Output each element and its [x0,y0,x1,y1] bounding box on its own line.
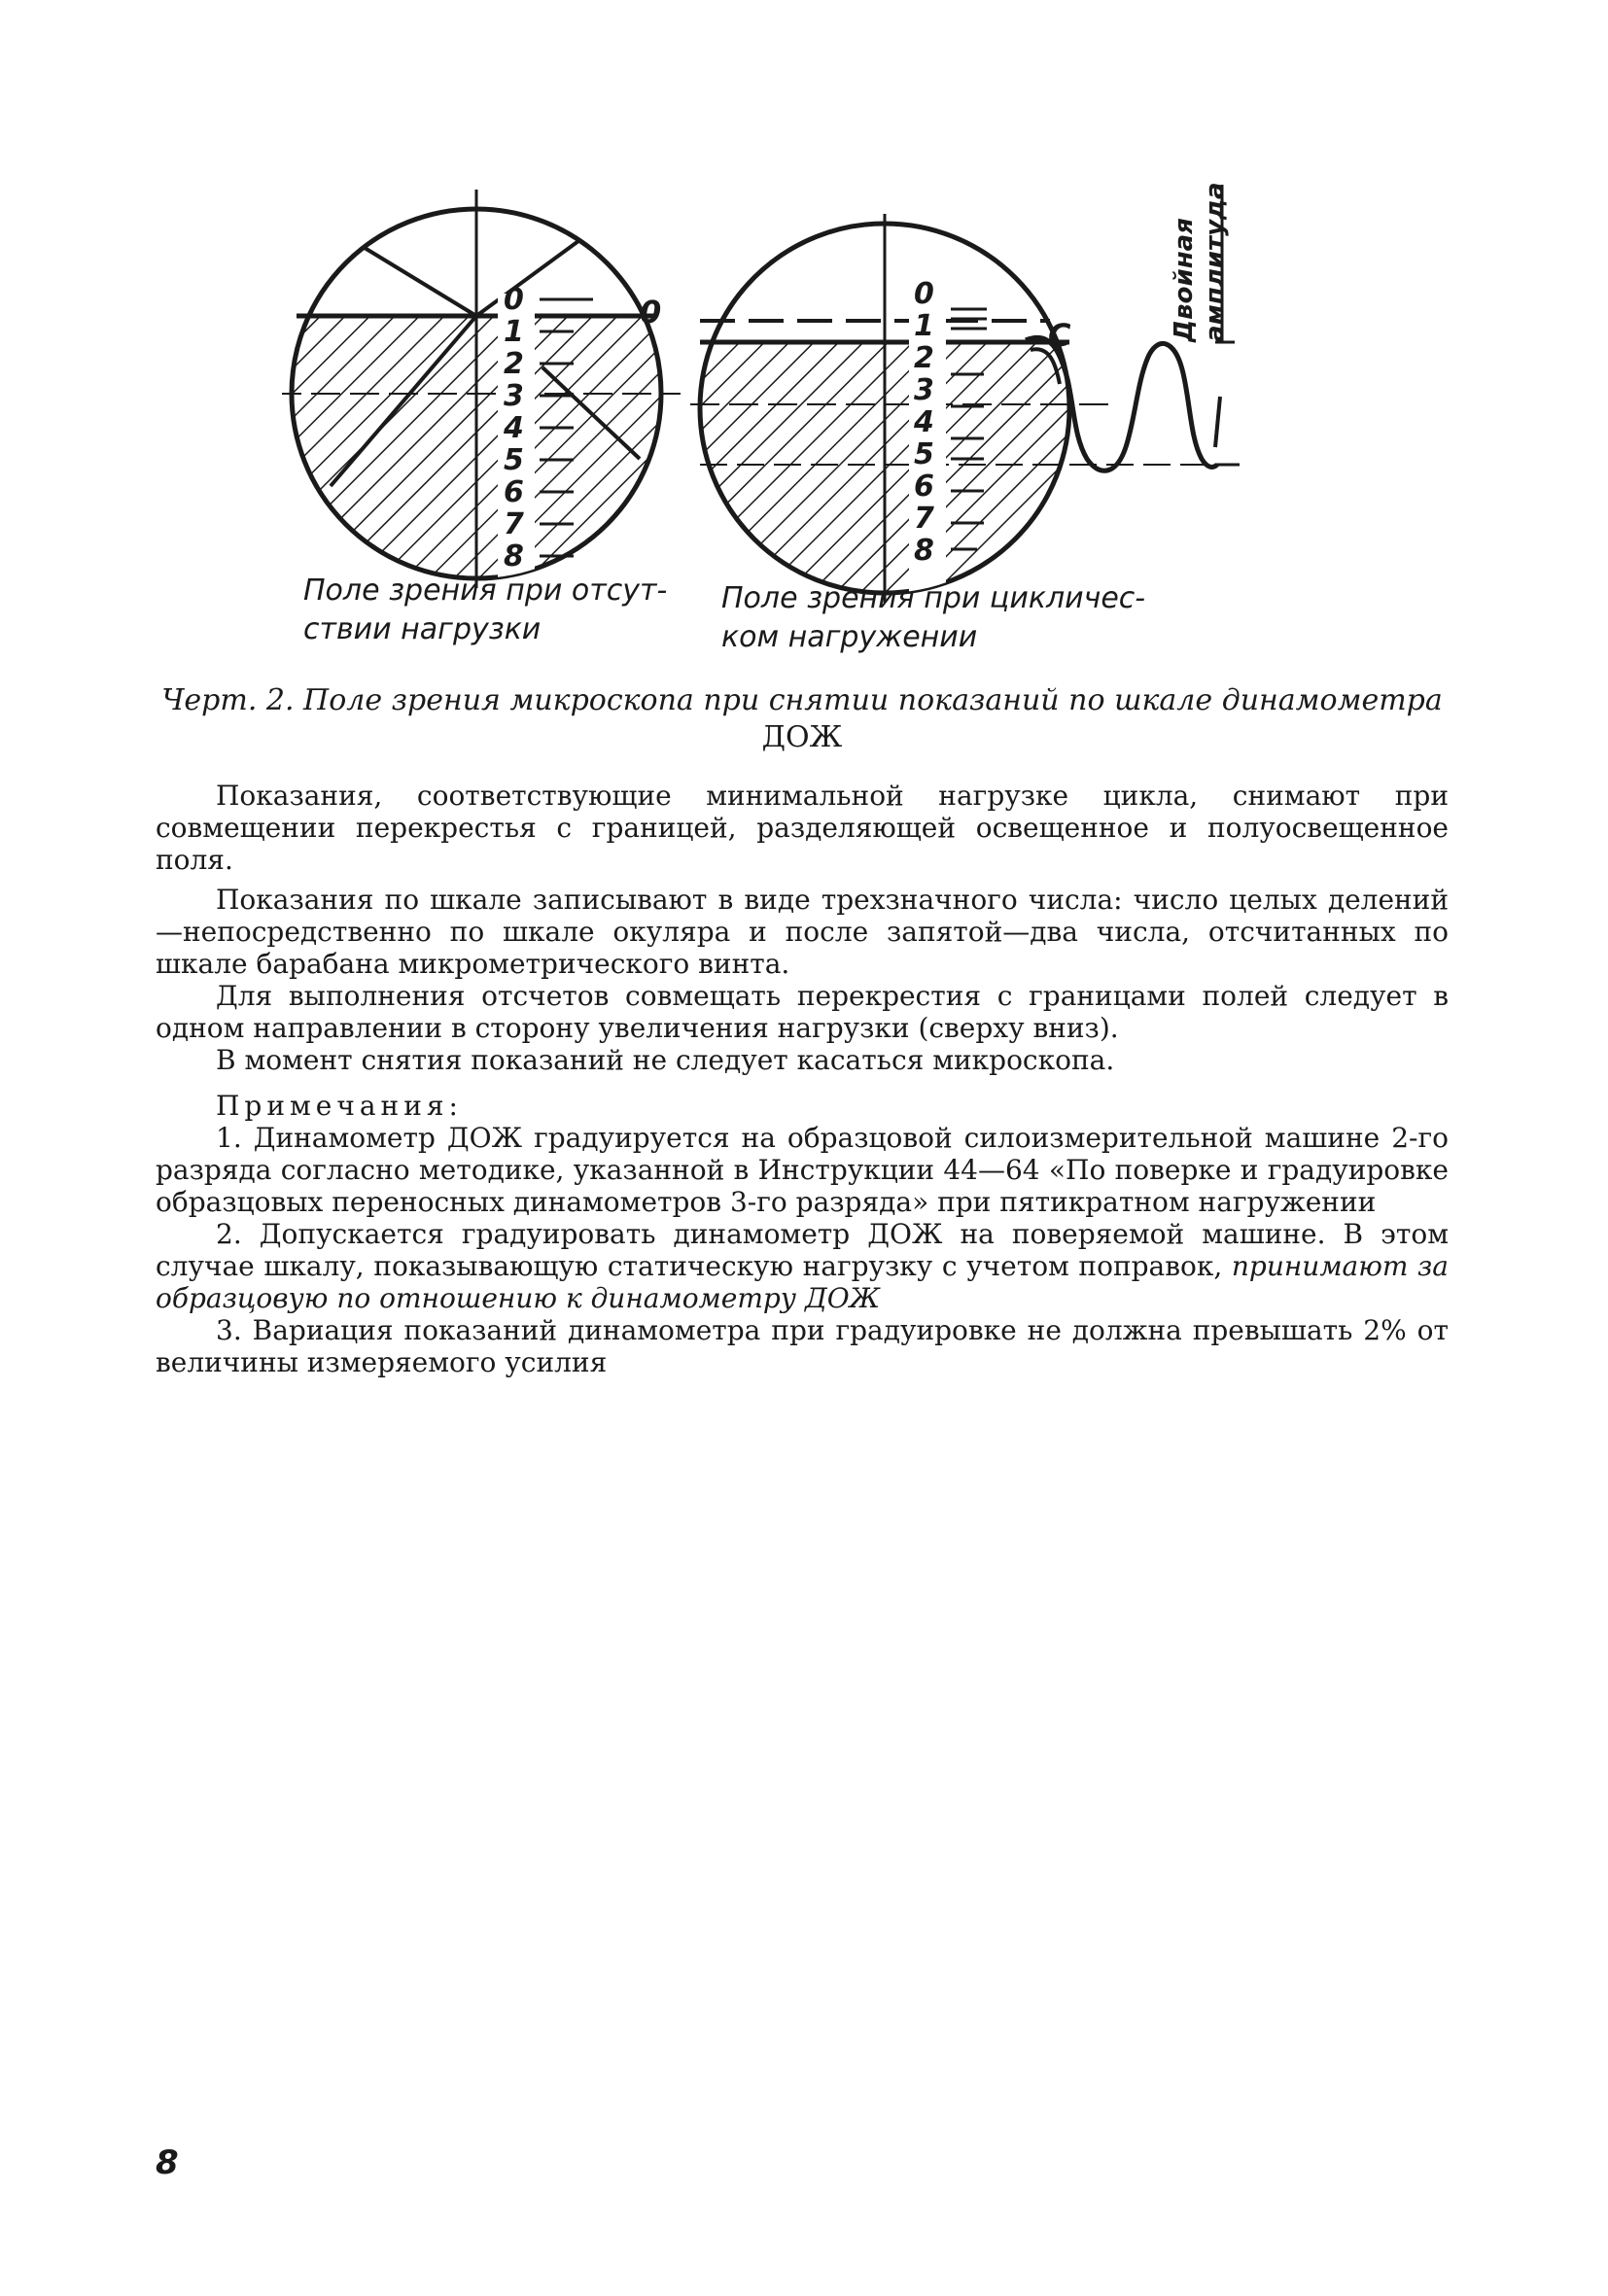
right-boundary-label: С [1048,317,1071,354]
scale-mark-4: 4 [504,411,524,445]
double-amplitude-label-2: амплитуда [1201,182,1230,342]
scale-mark-5: 5 [504,443,524,477]
paragraph: В момент снятия показаний не следует касаться микроскопа. [216,1044,1115,1076]
scale-mark-8: 8 [504,539,524,574]
left-caption-line: Поле зрения при отсут- [303,574,668,608]
note-item: 1. Динамометр ДОЖ градуируется на образцовой силоизмерительной машине 2-го разряда согласно методике, указанной в Инструкции 44—64 «По поверке и градуировке образцовых переносных динамометров 3-го разряда» при пятикратном нагружении [156,1122,1449,1218]
note-item [156,1218,1449,1314]
scale-mark-1: 1 [504,315,524,349]
note-item: 3. Вариация показаний динамометра при градуировке не должна превышать 2% от величины измеряемого усилия [156,1314,1449,1378]
scale-mark-4: 4 [914,405,934,439]
page-number: 8 [156,2143,179,2182]
right-field-caption [721,579,1145,657]
scale-mark-7: 7 [914,502,934,536]
body-text [156,780,1449,1378]
scale-mark-8: 8 [914,534,934,568]
scale-mark-1: 1 [914,309,934,343]
figure-caption-line: Черт. 2. Поле зрения микроскопа при снятии показаний по шкале динамометра [161,683,1443,717]
scale-mark-0: 0 [914,277,934,311]
scale-mark-6: 6 [914,470,934,504]
scale-mark-6: 6 [504,475,524,509]
scale-mark-3: 3 [914,373,934,407]
scale-mark-2: 2 [914,341,934,375]
paragraph: Для выполнения отсчетов совмещать перекрестия с границами полей следует в одном направлении в сторону увеличения нагрузки (сверху вниз). [156,980,1449,1044]
figure-caption-line: ДОЖ [761,720,843,754]
left-boundary-label: 0 [640,294,662,330]
note-text-italic: принимают за образцовую по отношению к динамометру ДОЖ [156,1250,1449,1314]
scale-mark-3: 3 [504,379,524,413]
right-caption-line: ком нагружении [721,620,978,654]
double-amplitude-label-1: Двойная [1170,218,1199,342]
left-field-caption [303,572,667,649]
scale-mark-2: 2 [504,347,524,381]
figure-caption [156,682,1449,756]
notes-heading: Примечания: [216,1090,463,1122]
scale-mark-5: 5 [914,437,934,471]
paragraph: Показания, соответствующие минимальной нагрузке цикла, снимают при совмещении перекрестья с границей, разделяющей освещенное и полуосвещенное поля. [156,780,1449,876]
left-caption-line: ствии нагрузки [303,612,542,646]
scale-mark-7: 7 [504,507,524,541]
note-text: 2. Допускается градуировать динамометр ДОЖ на поверяемой машине. В этом случае шкалу, показывающую статическую нагрузку с учетом поправок, [156,1218,1449,1282]
right-caption-line: Поле зрения при цикличес- [721,581,1146,615]
paragraph: Показания по шкале записывают в виде трехзначного числа: число целых делений—непосредственно по шкале окуляра и после запятой—два числа, отсчитанных по шкале барабана микрометрического винта. [156,884,1449,980]
scale-mark-0: 0 [504,283,524,317]
